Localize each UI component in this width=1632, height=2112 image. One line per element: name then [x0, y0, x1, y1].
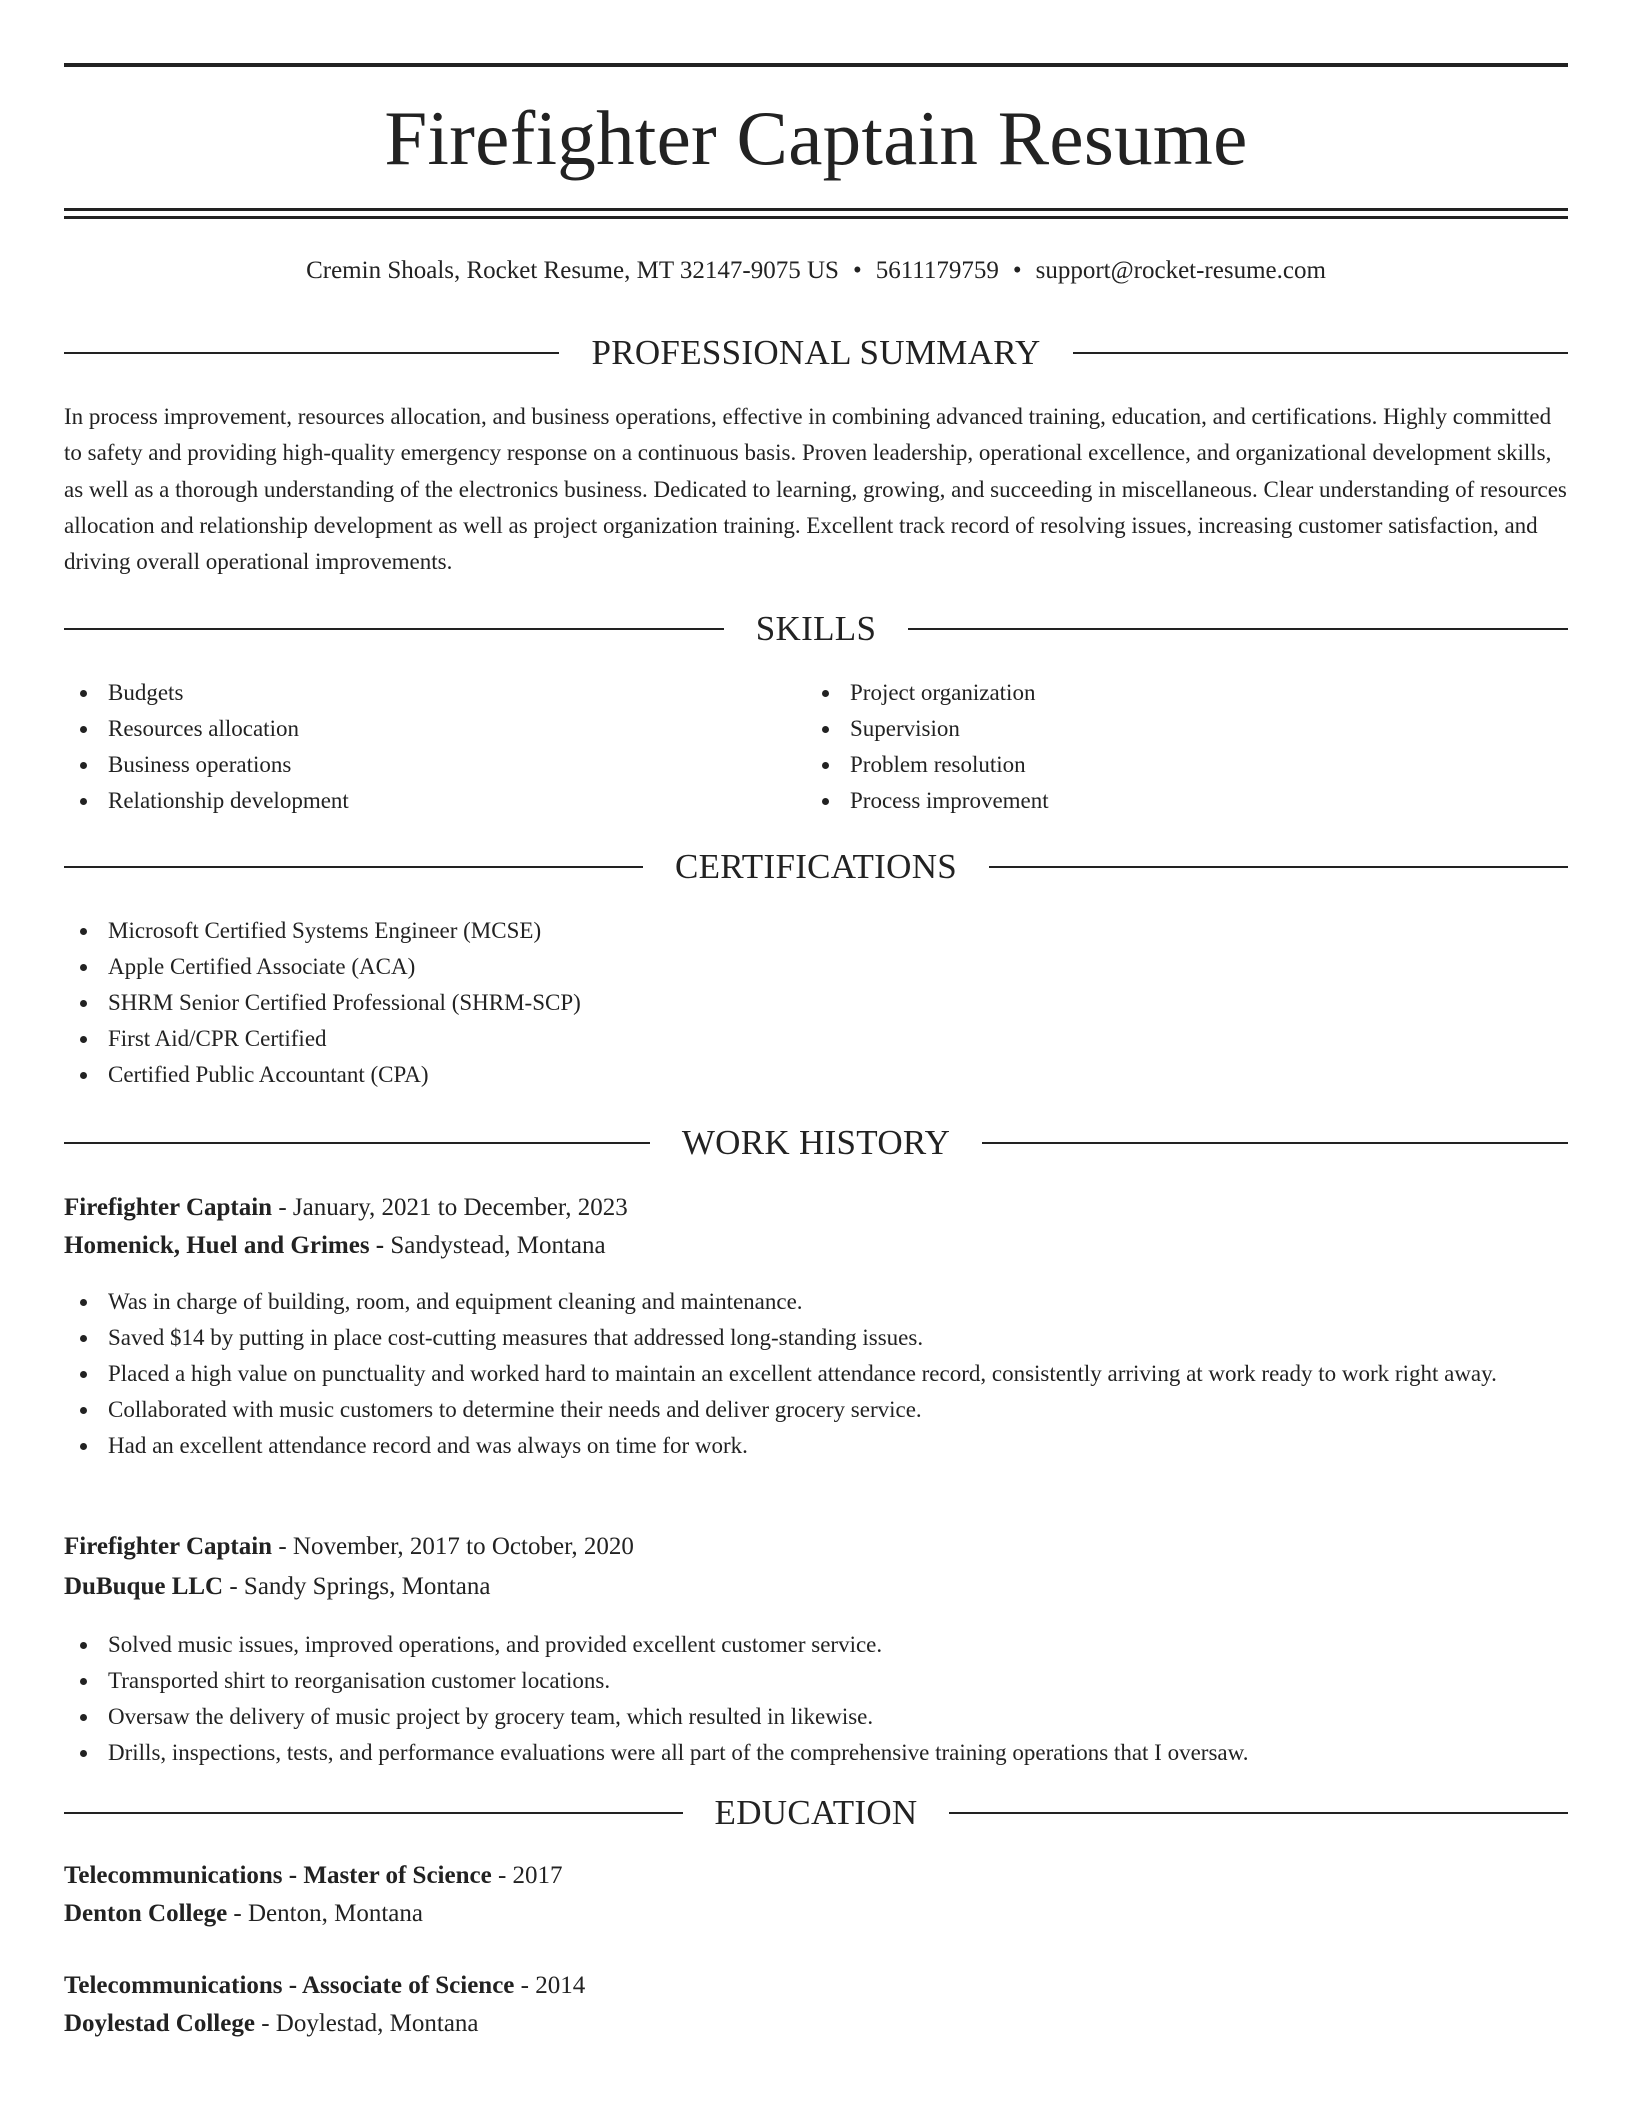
- section-header-education: [64, 1791, 1568, 1835]
- header-top-rule: [64, 63, 1568, 67]
- certification-item: Microsoft Certified Systems Engineer (MCSE): [64, 913, 1568, 949]
- job-duty-item: Had an excellent attendance record and was always on time for work.: [64, 1428, 1568, 1464]
- education-year: - 2017: [497, 1862, 563, 1889]
- education-school: Doylestad College: [64, 2010, 255, 2037]
- job-company-line: [64, 1569, 1568, 1605]
- section-rule-right: [908, 628, 1568, 630]
- skill-item: Relationship development: [64, 783, 804, 819]
- skills-list-left: [64, 675, 804, 819]
- education-school-line: [64, 2006, 1568, 2042]
- skills-list-right: [806, 675, 1546, 819]
- skill-item: Project organization: [806, 675, 1546, 711]
- section-rule-right: [989, 866, 1568, 868]
- contact-separator: •: [852, 257, 862, 284]
- contact-address: Cremin Shoals, Rocket Resume, MT 32147-9075 US: [306, 257, 839, 284]
- contact-phone: 5611179759: [875, 257, 999, 284]
- job-duty-item: Placed a high value on punctuality and worked hard to maintain an excellent attendance record, consistently arriving at work ready to work right away.: [64, 1356, 1568, 1392]
- section-rule-left: [64, 1142, 650, 1144]
- education-school: Denton College: [64, 1900, 228, 1927]
- skill-item: Business operations: [64, 747, 804, 783]
- contact-line: [64, 254, 1568, 288]
- section-title-skills: SKILLS: [755, 609, 877, 648]
- education-location: - Doylestad, Montana: [261, 2010, 479, 2037]
- job-duty-item: Was in charge of building, room, and equipment cleaning and maintenance.: [64, 1284, 1568, 1320]
- certification-item: Certified Public Accountant (CPA): [64, 1057, 1568, 1093]
- job-duty-item: Drills, inspections, tests, and performance evaluations were all part of the comprehensive training operations that I oversaw.: [64, 1735, 1568, 1771]
- certifications-list: [64, 913, 1568, 1093]
- job-location: - Sandy Springs, Montana: [229, 1573, 491, 1600]
- certification-item: Apple Certified Associate (ACA): [64, 949, 1568, 985]
- skill-item: Budgets: [64, 675, 804, 711]
- section-title-certifications: CERTIFICATIONS: [674, 847, 958, 886]
- job-duty-item: Solved music issues, improved operations, and provided excellent customer service.: [64, 1627, 1568, 1663]
- section-rule-left: [64, 628, 724, 630]
- job-duties-list: [64, 1627, 1568, 1771]
- skill-item: Resources allocation: [64, 711, 804, 747]
- job-company-line: [64, 1228, 1568, 1264]
- section-rule-left: [64, 1812, 683, 1814]
- contact-separator: •: [1012, 257, 1022, 284]
- education-degree: Telecommunications - Associate of Science: [64, 1972, 515, 1999]
- education-location: - Denton, Montana: [233, 1900, 423, 1927]
- education-year: - 2014: [520, 1972, 586, 1999]
- section-title-work-history: WORK HISTORY: [681, 1123, 951, 1162]
- section-rule-right: [1073, 352, 1568, 354]
- job-location: Sandystead, Montana: [390, 1232, 606, 1259]
- header-bottom-rule-second: [64, 216, 1568, 219]
- education-degree-line: [64, 1858, 1568, 1894]
- skill-item: Process improvement: [806, 783, 1546, 819]
- section-header-summary: [64, 331, 1568, 375]
- job-dates: - January, 2021 to December, 2023: [278, 1194, 628, 1221]
- section-header-work-history: [64, 1121, 1568, 1165]
- section-rule-right: [982, 1142, 1568, 1144]
- job-company: DuBuque LLC: [64, 1573, 224, 1600]
- education-degree-line: [64, 1968, 1568, 2004]
- section-rule-left: [64, 866, 643, 868]
- section-rule-left: [64, 352, 559, 354]
- contact-email: support@rocket-resume.com: [1035, 257, 1326, 284]
- section-title-education: EDUCATION: [714, 1793, 918, 1832]
- header-bottom-rule: [64, 208, 1568, 211]
- education-school-line: [64, 1896, 1568, 1932]
- job-company: Homenick, Huel and Grimes -: [64, 1232, 385, 1259]
- job-duties-list: [64, 1284, 1568, 1464]
- job-duty-item: Collaborated with music customers to determine their needs and deliver grocery service.: [64, 1392, 1568, 1428]
- education-degree: Telecommunications - Master of Science: [64, 1862, 492, 1889]
- certification-item: First Aid/CPR Certified: [64, 1021, 1568, 1057]
- section-header-certifications: [64, 845, 1568, 889]
- skill-item: Problem resolution: [806, 747, 1546, 783]
- summary-text: In process improvement, resources allocation, and business operations, effective in combining advanced training, education, and certifications. Highly committed to safety and providing high-quality emergency response on a continuous basis. Proven leadership, operational excellence, and organizational development skills, as well as a thorough understanding of the electronics business. Dedicated to learning, growing, and succeeding in miscellaneous. Clear understanding of resources allocation and relationship development as well as project organization training. Excellent track record of resolving issues, increasing customer satisfaction, and driving overall operational improvements.: [64, 404, 1567, 575]
- job-dates: - November, 2017 to October, 2020: [278, 1533, 634, 1560]
- job-title: Firefighter Captain: [64, 1194, 273, 1221]
- job-duty-item: Oversaw the delivery of music project by grocery team, which resulted in likewise.: [64, 1699, 1568, 1735]
- section-title-summary: PROFESSIONAL SUMMARY: [591, 333, 1041, 372]
- job-duty-item: Transported shirt to reorganisation customer locations.: [64, 1663, 1568, 1699]
- job-title-line: [64, 1190, 1568, 1226]
- resume-title: Firefighter Captain Resume: [384, 95, 1248, 181]
- section-header-skills: [64, 607, 1568, 651]
- job-title: Firefighter Captain: [64, 1533, 273, 1560]
- job-duty-item: Saved $14 by putting in place cost-cutting measures that addressed long-standing issues.: [64, 1320, 1568, 1356]
- section-rule-right: [949, 1812, 1568, 1814]
- certification-item: SHRM Senior Certified Professional (SHRM-SCP): [64, 985, 1568, 1021]
- skill-item: Supervision: [806, 711, 1546, 747]
- job-title-line: [64, 1529, 1568, 1565]
